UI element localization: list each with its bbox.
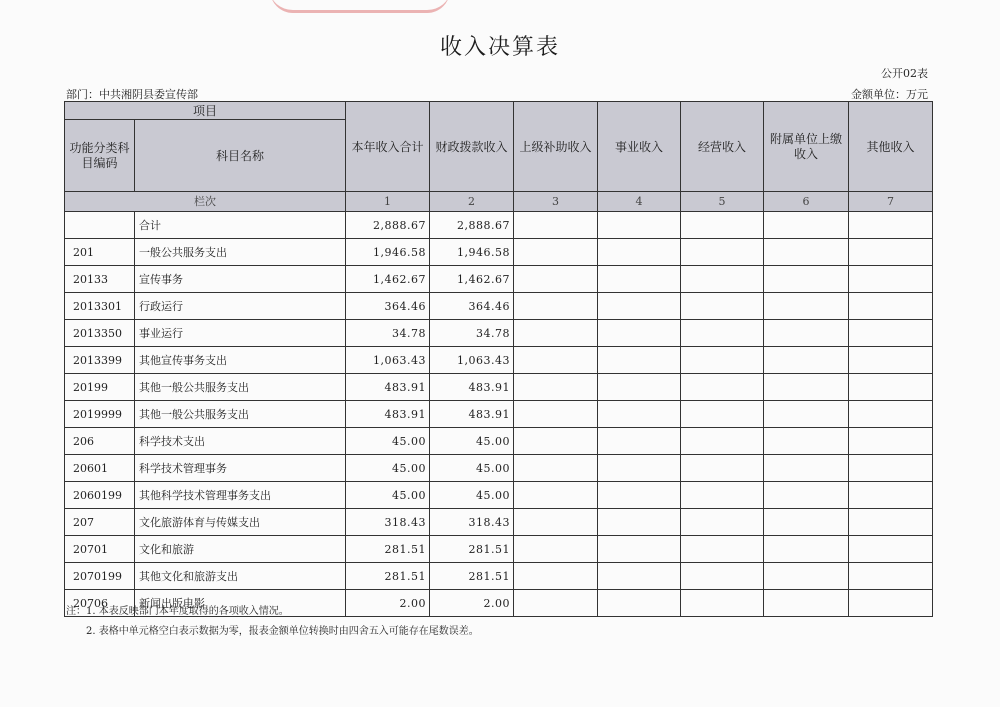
header-col-other: 其他收入 [849, 102, 933, 192]
table-row [65, 509, 933, 536]
row-total: 45.00 [346, 482, 430, 509]
department-label: 部门：中共湘阴县委宣传部 [66, 88, 198, 101]
row-name: 其他一般公共服务支出 [135, 401, 346, 428]
row-superior [514, 401, 598, 428]
row-code: 20199 [65, 374, 135, 401]
row-fiscal: 1,946.58 [430, 239, 514, 266]
band-number: 3 [514, 192, 598, 212]
row-superior [514, 374, 598, 401]
header-name: 科目名称 [135, 120, 346, 192]
row-affiliated [764, 320, 849, 347]
row-other [849, 266, 933, 293]
table-row [65, 212, 933, 239]
row-name: 文化和旅游 [135, 536, 346, 563]
row-name: 文化旅游体育与传媒支出 [135, 509, 346, 536]
row-other [849, 509, 933, 536]
page-title: 收入决算表 [439, 35, 560, 60]
row-business [598, 212, 681, 239]
band-number: 4 [598, 192, 681, 212]
row-code: 2060199 [65, 482, 135, 509]
table-row [65, 293, 933, 320]
header-col-operating: 经营收入 [681, 102, 764, 192]
table-row [65, 239, 933, 266]
row-total: 281.51 [346, 536, 430, 563]
table-row [65, 266, 933, 293]
row-business [598, 320, 681, 347]
row-affiliated [764, 401, 849, 428]
row-code [65, 212, 135, 239]
row-business [598, 374, 681, 401]
row-business [598, 347, 681, 374]
row-superior [514, 563, 598, 590]
row-superior [514, 536, 598, 563]
row-operating [681, 455, 764, 482]
row-affiliated [764, 374, 849, 401]
form-number: 公开02表 [881, 67, 928, 80]
band-number: 5 [681, 192, 764, 212]
row-other [849, 428, 933, 455]
row-name: 其他宣传事务支出 [135, 347, 346, 374]
row-operating [681, 482, 764, 509]
row-operating [681, 239, 764, 266]
row-affiliated [764, 428, 849, 455]
row-total: 34.78 [346, 320, 430, 347]
row-code: 20133 [65, 266, 135, 293]
row-other [849, 536, 933, 563]
row-superior [514, 239, 598, 266]
row-name: 科学技术支出 [135, 428, 346, 455]
row-other [849, 482, 933, 509]
row-name: 一般公共服务支出 [135, 239, 346, 266]
row-fiscal: 34.78 [430, 320, 514, 347]
row-superior [514, 293, 598, 320]
row-business [598, 401, 681, 428]
row-name: 新闻出版电影 [135, 590, 346, 617]
row-affiliated [764, 239, 849, 266]
row-business [598, 536, 681, 563]
row-code: 20701 [65, 536, 135, 563]
row-total: 318.43 [346, 509, 430, 536]
table-row [65, 563, 933, 590]
row-code: 201 [65, 239, 135, 266]
row-code: 2019999 [65, 401, 135, 428]
header-code: 功能分类科目编码 [65, 120, 135, 192]
row-name: 合计 [135, 212, 346, 239]
row-operating [681, 212, 764, 239]
row-name: 科学技术管理事务 [135, 455, 346, 482]
row-fiscal: 483.91 [430, 374, 514, 401]
row-affiliated [764, 347, 849, 374]
row-other [849, 563, 933, 590]
row-superior [514, 266, 598, 293]
row-total: 483.91 [346, 374, 430, 401]
row-name: 事业运行 [135, 320, 346, 347]
row-total: 1,946.58 [346, 239, 430, 266]
table-row [65, 347, 933, 374]
note-1: 注：1. 本表反映部门本年度取得的各项收入情况。 [66, 606, 289, 617]
row-code: 20706 [65, 590, 135, 617]
income-table [64, 101, 933, 617]
row-operating [681, 509, 764, 536]
row-business [598, 293, 681, 320]
row-affiliated [764, 590, 849, 617]
row-superior [514, 428, 598, 455]
table-row [65, 482, 933, 509]
band-number: 7 [849, 192, 933, 212]
row-code: 2013350 [65, 320, 135, 347]
row-superior [514, 347, 598, 374]
band-number: 6 [764, 192, 849, 212]
row-name: 其他文化和旅游支出 [135, 563, 346, 590]
row-total: 281.51 [346, 563, 430, 590]
row-fiscal: 1,462.67 [430, 266, 514, 293]
row-fiscal: 45.00 [430, 482, 514, 509]
row-total: 1,063.43 [346, 347, 430, 374]
row-operating [681, 401, 764, 428]
row-fiscal: 483.91 [430, 401, 514, 428]
band-number: 1 [346, 192, 430, 212]
row-total: 2.00 [346, 590, 430, 617]
row-operating [681, 293, 764, 320]
table-row [65, 455, 933, 482]
row-fiscal: 318.43 [430, 509, 514, 536]
row-code: 20601 [65, 455, 135, 482]
row-affiliated [764, 509, 849, 536]
row-other [849, 455, 933, 482]
row-other [849, 590, 933, 617]
row-total: 483.91 [346, 401, 430, 428]
table-row [65, 401, 933, 428]
row-business [598, 428, 681, 455]
header-item: 项目 [65, 102, 346, 120]
row-business [598, 563, 681, 590]
row-superior [514, 455, 598, 482]
header-col-superior: 上级补助收入 [514, 102, 598, 192]
table-row [65, 320, 933, 347]
amount-unit-label: 金额单位：万元 [851, 88, 928, 101]
row-fiscal: 364.46 [430, 293, 514, 320]
row-other [849, 212, 933, 239]
row-affiliated [764, 455, 849, 482]
row-business [598, 266, 681, 293]
header-col-business: 事业收入 [598, 102, 681, 192]
row-operating [681, 374, 764, 401]
row-affiliated [764, 293, 849, 320]
row-total: 45.00 [346, 428, 430, 455]
row-business [598, 509, 681, 536]
row-code: 207 [65, 509, 135, 536]
table-row [65, 374, 933, 401]
row-code: 2013301 [65, 293, 135, 320]
row-code: 2070199 [65, 563, 135, 590]
band-row [65, 192, 933, 212]
row-fiscal: 281.51 [430, 536, 514, 563]
note-2: 2. 表格中单元格空白表示数据为零，报表金额单位转换时由四舍五入可能存在尾数误差。 [86, 626, 479, 637]
row-affiliated [764, 482, 849, 509]
row-name: 行政运行 [135, 293, 346, 320]
row-business [598, 239, 681, 266]
row-total: 1,462.67 [346, 266, 430, 293]
row-fiscal: 2.00 [430, 590, 514, 617]
row-name: 其他科学技术管理事务支出 [135, 482, 346, 509]
row-fiscal: 45.00 [430, 455, 514, 482]
row-total: 364.46 [346, 293, 430, 320]
row-operating [681, 266, 764, 293]
notes [66, 602, 479, 642]
row-superior [514, 482, 598, 509]
row-operating [681, 347, 764, 374]
table-row [65, 428, 933, 455]
row-operating [681, 536, 764, 563]
band-number: 2 [430, 192, 514, 212]
row-code: 206 [65, 428, 135, 455]
row-total: 2,888.67 [346, 212, 430, 239]
row-other [849, 347, 933, 374]
row-fiscal: 45.00 [430, 428, 514, 455]
row-superior [514, 509, 598, 536]
row-other [849, 401, 933, 428]
table-row [65, 536, 933, 563]
row-operating [681, 590, 764, 617]
row-name: 其他一般公共服务支出 [135, 374, 346, 401]
row-business [598, 455, 681, 482]
row-name: 宣传事务 [135, 266, 346, 293]
row-fiscal: 1,063.43 [430, 347, 514, 374]
row-superior [514, 590, 598, 617]
table-body [65, 102, 933, 617]
row-business [598, 590, 681, 617]
row-other [849, 239, 933, 266]
row-affiliated [764, 563, 849, 590]
header-col-fiscal: 财政拨款收入 [430, 102, 514, 192]
row-code: 2013399 [65, 347, 135, 374]
header-row-item [65, 102, 933, 120]
row-fiscal: 2,888.67 [430, 212, 514, 239]
row-superior [514, 320, 598, 347]
row-other [849, 374, 933, 401]
row-business [598, 482, 681, 509]
red-stamp-mark [270, 0, 450, 13]
header-col-total: 本年收入合计 [346, 102, 430, 192]
row-operating [681, 428, 764, 455]
row-affiliated [764, 266, 849, 293]
header-col-affiliated: 附属单位上缴收入 [764, 102, 849, 192]
row-superior [514, 212, 598, 239]
row-operating [681, 563, 764, 590]
row-operating [681, 320, 764, 347]
row-other [849, 293, 933, 320]
row-affiliated [764, 536, 849, 563]
row-other [849, 320, 933, 347]
row-affiliated [764, 212, 849, 239]
row-fiscal: 281.51 [430, 563, 514, 590]
row-total: 45.00 [346, 455, 430, 482]
band-label: 栏次 [65, 192, 346, 212]
